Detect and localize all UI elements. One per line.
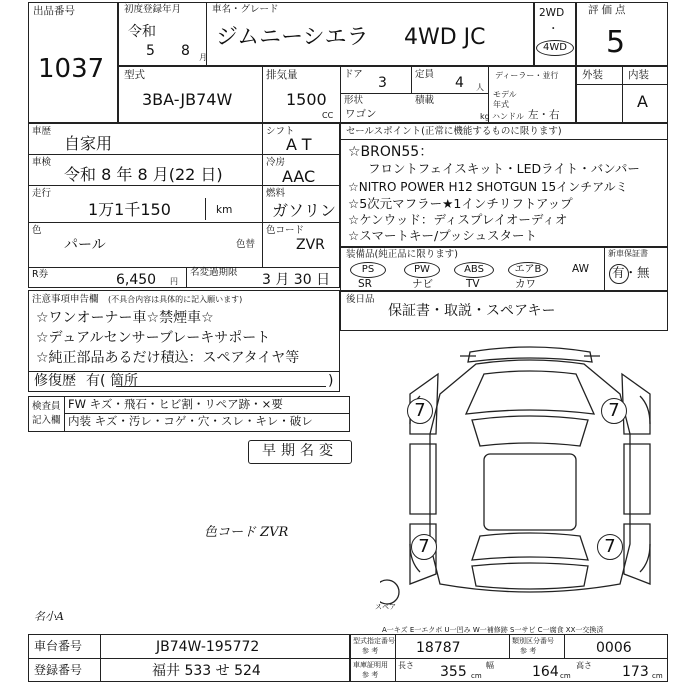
equip-pw: PW <box>404 262 440 278</box>
handle-value: 左・右 <box>528 109 560 121</box>
plate-label: 登録番号 <box>34 663 83 677</box>
first-reg-month: 8 <box>181 43 190 59</box>
name-label: 車名・グレード <box>212 4 279 15</box>
repair-value: 有 <box>86 373 100 389</box>
interior-label: 内装 <box>628 69 649 81</box>
mileage-value: 1万1千150 <box>88 200 171 219</box>
first-reg-era: 令和 <box>128 24 156 40</box>
ac-value: AAC <box>282 167 316 186</box>
color-value: パール <box>64 237 106 253</box>
equip-sr: SR <box>358 278 372 290</box>
inspector-row-2: 内装 キズ・汚レ・コゲ・穴・スレ・キレ・破レ <box>68 414 313 428</box>
first-reg-label: 初度登録年月 <box>124 4 182 15</box>
repair-bracket: ( <box>100 373 106 389</box>
dealer-label: ディーラー・並行 <box>495 71 559 80</box>
capacity-label: 定員 <box>415 69 435 80</box>
drive-2wd: 2WD <box>539 7 565 19</box>
displacement-value: 1500 <box>286 90 327 109</box>
length-unit: cm <box>471 672 482 680</box>
mileage-label: 走行 <box>32 188 52 199</box>
height-value: 173 <box>622 664 649 680</box>
drive-4wd-circled: 4WD <box>536 40 574 56</box>
score-value: 5 <box>606 25 626 60</box>
sales-item: ☆ケンウッド：ディスプレイオーディオ <box>348 212 568 227</box>
car-diagram <box>380 334 690 614</box>
dims-ref: 参 考 <box>362 671 379 679</box>
class-ref: 参 考 <box>520 647 537 655</box>
kg-unit: kg <box>480 112 490 121</box>
history-label: 車歴 <box>32 126 52 137</box>
length-label: 長さ <box>398 661 414 670</box>
color-code-label: 色コード <box>266 225 305 236</box>
damage-legend: A一キズ E一エクボ U一凹み W一補修跡 S一サビ C一腐食 XX一交換済 <box>382 626 604 634</box>
sales-item: ☆スマートキー/プッシュスタート <box>348 228 538 243</box>
class-label: 類別区分番号 <box>512 637 554 645</box>
dims-label: 車庫証明用 <box>353 661 388 669</box>
model-value: 3BA-JB74W <box>142 90 233 109</box>
chassis-label: 車台番号 <box>34 639 83 653</box>
yen-unit: 円 <box>170 277 178 286</box>
note-item: ☆ワンオーナー車☆禁煙車☆ <box>36 310 214 326</box>
shift-value: AT <box>286 135 318 154</box>
new-car-value: 有・無 <box>612 265 650 280</box>
sales-label: セールスポイント(正常に機能するものに限ります) <box>346 126 562 137</box>
spare-label: スペア <box>375 603 396 611</box>
door-value: 3 <box>378 75 387 91</box>
class-value: 0006 <box>596 640 632 656</box>
sales-item: ☆NITRO POWER H12 SHOTGUN 15インチアルミ <box>348 180 628 194</box>
exterior-label: 外装 <box>582 69 603 81</box>
interior-grade: A <box>637 92 648 111</box>
tire-rear-right: 7 <box>597 534 623 560</box>
sales-item: フロントフェイスキット・LEDライト・バンパー <box>368 161 640 176</box>
score-label: 評価点 <box>588 4 629 16</box>
capacity-value: 4 <box>455 75 464 91</box>
after-value: 保証書・取説・スペアキー <box>388 303 556 319</box>
notes-label: 注意事項申告欄 <box>32 294 99 305</box>
equipment-label: 装備品(純正品に限ります) <box>346 249 458 260</box>
chassis-value: JB74W-195772 <box>156 639 260 655</box>
inspection-value: 令和 8 年 8 月(22 日) <box>64 165 223 184</box>
history-value: 自家用 <box>64 134 113 153</box>
km-unit: km <box>216 204 233 216</box>
designation-ref: 参 考 <box>362 647 379 655</box>
person-unit: 人 <box>476 83 484 92</box>
height-unit: cm <box>652 672 663 680</box>
width-value: 164 <box>532 664 559 680</box>
sales-item: ☆BRON55： <box>348 144 434 160</box>
cc-unit: CC <box>322 111 334 120</box>
handwritten-color-note: 色コード ZVR <box>204 525 289 540</box>
ac-label: 冷房 <box>266 157 286 168</box>
tax-label: 名変過期限 <box>190 267 238 278</box>
displacement-label: 排気量 <box>266 69 298 81</box>
repair-bracket-end: ) <box>328 373 334 389</box>
color-change-label: 色替 <box>236 239 256 250</box>
shift-label: シフト <box>266 126 295 137</box>
new-car-label: 新車保証書 <box>608 249 648 258</box>
model-label: 型式 <box>124 69 145 81</box>
inspector-label-1: 検査員 <box>32 401 61 412</box>
car-name: ジムニーシエラ <box>216 25 369 50</box>
tax-value: 3 月 30 日 <box>262 272 331 288</box>
early-transfer-stamp: 早期名変 <box>248 440 352 464</box>
height-label: 高さ <box>576 661 592 670</box>
width-unit: cm <box>560 672 571 680</box>
fuel-label: 燃料 <box>266 188 286 199</box>
note-item: ☆純正部品あるだけ積込：スペアタイヤ等 <box>36 350 300 366</box>
door-label: ドア <box>344 69 363 80</box>
new-car-circle <box>609 264 629 284</box>
month-unit: 月 <box>199 53 207 62</box>
lot-number: 1037 <box>38 54 105 84</box>
equip-leather: カワ <box>515 278 536 290</box>
shape-value: ワゴン <box>345 108 377 120</box>
tire-front-right: 7 <box>601 398 627 424</box>
drive-dot: ・ <box>548 23 559 35</box>
tire-front-left: 7 <box>407 398 433 424</box>
inspector-label-2: 記入欄 <box>32 415 61 426</box>
color-label: 色 <box>32 225 42 236</box>
lot-label: 出品番号 <box>33 5 75 17</box>
inspection-label: 車検 <box>32 157 52 168</box>
equip-abs: ABS <box>454 262 494 278</box>
equip-tv: TV <box>466 278 480 290</box>
repair-suffix: 箇所 <box>110 373 138 389</box>
handle-label: ハンドル <box>492 112 524 121</box>
length-value: 355 <box>440 664 467 680</box>
equip-aw: AW <box>572 263 589 275</box>
recycle-label: R券 <box>32 269 49 280</box>
car-grade: 4WD JC <box>404 25 486 50</box>
inspector-row-1: FW キズ・飛石・ヒビ割・リペア跡・×要 <box>68 397 283 411</box>
after-label: 後日品 <box>346 294 375 305</box>
note-item: ☆デュアルセンサーブレーキサポート <box>36 330 271 346</box>
tire-rear-left: 7 <box>411 534 437 560</box>
loading-label: 積載 <box>415 95 435 106</box>
equip-ps: PS <box>350 262 386 278</box>
first-reg-year: 5 <box>146 43 155 59</box>
color-code-value: ZVR <box>296 237 325 253</box>
plate-value: 福井 533 せ 524 <box>152 663 261 679</box>
model-year-label2: 年式 <box>493 100 509 109</box>
designation-label: 型式指定番号 <box>353 637 395 645</box>
equip-navi: ナビ <box>412 278 433 290</box>
notes-sublabel: (不具合内容は具体的に記入願います) <box>108 295 243 304</box>
equip-airbag: エアB <box>508 262 548 278</box>
designation-value: 18787 <box>416 640 461 656</box>
width-label: 幅 <box>486 661 494 670</box>
fuel-value: ガソリン <box>272 201 337 220</box>
shape-label: 形状 <box>344 95 364 106</box>
handwritten-initials: 名小A <box>34 610 64 623</box>
recycle-value: 6,450 <box>116 272 157 288</box>
sales-item: ☆5次元マフラー★1インチリフトアップ <box>348 196 573 211</box>
repair-label: 修復歴 <box>34 373 76 389</box>
model-year-label: モデル <box>493 90 517 99</box>
